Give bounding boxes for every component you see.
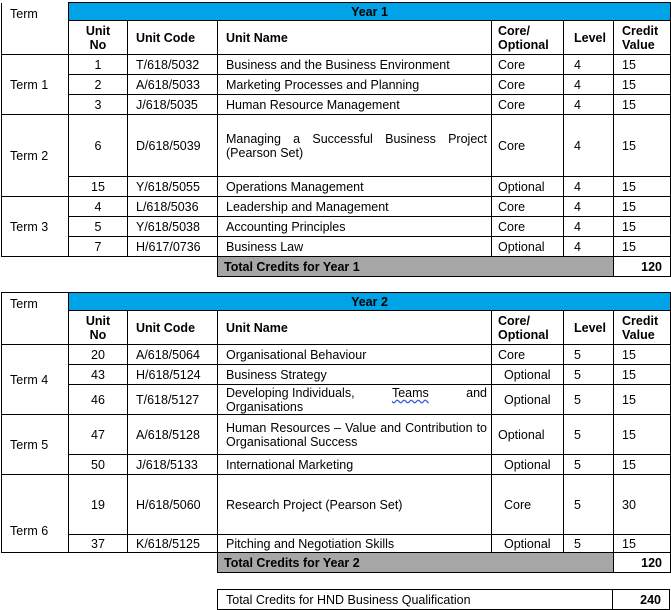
unit-code: D/618/5039 [128,115,218,177]
unit-name: Managing a Successful Business Project (Pearson Set) [218,115,492,177]
unit-type: Optional [492,385,564,415]
unit-type: Optional [492,237,564,257]
table-row [2,197,671,217]
unit-no: 46 [69,385,128,415]
grand-total-value: 240 [613,590,670,610]
level-header: Level [564,311,614,345]
unit-code: A/618/5128 [128,415,218,455]
unit-credit: 15 [614,535,671,553]
level-header: Level [564,21,614,55]
unit-level: 4 [564,115,614,177]
unit-credit: 15 [614,237,671,257]
unit-name: Pitching and Negotiation Skills [218,535,492,553]
table-row [2,455,671,475]
table-row [2,475,671,535]
unit-credit: 15 [614,197,671,217]
unit-level: 4 [564,237,614,257]
table-row [2,415,671,455]
unit-type: Core [492,475,564,535]
unit-credit: 15 [614,217,671,237]
unit-type: Optional [492,365,564,385]
unit-type: Core [492,55,564,75]
credit-value-header: Credit Value [614,311,671,345]
unit-name: Marketing Processes and Planning [218,75,492,95]
core-optional-header: Core/ Optional [492,21,564,55]
unit-no: 50 [69,455,128,475]
year-1-total-label: Total Credits for Year 1 [218,257,614,277]
credit-value-header: Credit Value [614,21,671,55]
unit-no: 1 [69,55,128,75]
table-row [2,55,671,75]
unit-level: 5 [564,345,614,365]
table-row [2,217,671,237]
unit-code: T/618/5127 [128,385,218,415]
table-row [2,115,671,177]
unit-no: 19 [69,475,128,535]
unit-no: 47 [69,415,128,455]
core-optional-header: Core/ Optional [492,311,564,345]
unit-level: 4 [564,75,614,95]
year-1-total-value: 120 [614,257,671,277]
unit-name: Business Strategy [218,365,492,385]
unit-type: Core [492,197,564,217]
unit-code: A/618/5064 [128,345,218,365]
term-3-label: Term 3 [2,197,69,257]
unit-code: A/618/5033 [128,75,218,95]
unit-credit: 15 [614,455,671,475]
unit-no-header: Unit No [69,21,128,55]
unit-name: Business and the Business Environment [218,55,492,75]
unit-code-header: Unit Code [128,21,218,55]
unit-level: 4 [564,95,614,115]
unit-credit: 30 [614,475,671,535]
year-2-table [1,292,671,573]
unit-no: 20 [69,345,128,365]
unit-credit: 15 [614,95,671,115]
unit-name-header: Unit Name [218,21,492,55]
unit-code: Y/618/5038 [128,217,218,237]
unit-code: L/618/5036 [128,197,218,217]
unit-credit: 15 [614,365,671,385]
term-1-label: Term 1 [2,55,69,115]
unit-no: 3 [69,95,128,115]
unit-type: Core [492,217,564,237]
unit-code: T/618/5032 [128,55,218,75]
unit-level: 5 [564,365,614,385]
table-row [2,75,671,95]
grand-total-label: Total Credits for HND Business Qualification [218,590,613,610]
unit-code: Y/618/5055 [128,177,218,197]
unit-type: Optional [492,415,564,455]
unit-name: Operations Management [218,177,492,197]
unit-level: 5 [564,415,614,455]
unit-type: Optional [492,177,564,197]
table-row [2,345,671,365]
unit-level: 5 [564,535,614,553]
unit-level: 4 [564,217,614,237]
unit-no: 43 [69,365,128,385]
unit-code: J/618/5133 [128,455,218,475]
unit-level: 4 [564,197,614,217]
unit-no-header: Unit No [69,311,128,345]
table-row [2,365,671,385]
term-6-label: Term 6 [2,475,69,553]
unit-no: 6 [69,115,128,177]
grand-total-table [217,589,670,610]
unit-no: 5 [69,217,128,237]
year-2-total-label: Total Credits for Year 2 [218,553,614,573]
unit-code: H/618/5060 [128,475,218,535]
unit-type: Core [492,115,564,177]
unit-type: Core [492,95,564,115]
unit-name: Accounting Principles [218,217,492,237]
unit-no: 2 [69,75,128,95]
unit-credit: 15 [614,345,671,365]
unit-name: International Marketing [218,455,492,475]
table-row [2,535,671,553]
year-1-table [1,2,671,277]
unit-no: 4 [69,197,128,217]
unit-no: 15 [69,177,128,197]
unit-name: Organisational Behaviour [218,345,492,365]
table-row [2,95,671,115]
table-row [2,177,671,197]
unit-credit: 15 [614,75,671,95]
unit-level: 4 [564,55,614,75]
unit-level: 5 [564,475,614,535]
table-row [2,385,671,415]
unit-credit: 15 [614,415,671,455]
unit-no: 37 [69,535,128,553]
term-2-label: Term 2 [2,115,69,197]
unit-code: J/618/5035 [128,95,218,115]
unit-name: Human Resources – Value and Contribution to Organisational Success [218,415,492,455]
unit-code: H/617/0736 [128,237,218,257]
unit-type: Core [492,75,564,95]
unit-name: Business Law [218,237,492,257]
table-row [2,237,671,257]
unit-type: Core [492,345,564,365]
unit-code: H/618/5124 [128,365,218,385]
term-header: Term [2,3,69,55]
unit-code: K/618/5125 [128,535,218,553]
unit-level: 5 [564,385,614,415]
term-4-label: Term 4 [2,345,69,415]
year-1-title: Year 1 [69,3,671,21]
unit-code-header: Unit Code [128,311,218,345]
unit-type: Optional [492,455,564,475]
unit-no: 7 [69,237,128,257]
year-2-total-value: 120 [614,553,671,573]
unit-name: Leadership and Management [218,197,492,217]
unit-credit: 15 [614,115,671,177]
unit-level: 4 [564,177,614,197]
unit-credit: 15 [614,55,671,75]
unit-name: Developing Individuals, Teams and Organisations [218,385,492,415]
term-5-label: Term 5 [2,415,69,475]
term-header: Term [2,293,69,345]
unit-level: 5 [564,455,614,475]
unit-credit: 15 [614,177,671,197]
unit-name-header: Unit Name [218,311,492,345]
year-2-title: Year 2 [69,293,671,311]
unit-credit: 15 [614,385,671,415]
unit-name: Research Project (Pearson Set) [218,475,492,535]
unit-type: Optional [492,535,564,553]
unit-name: Human Resource Management [218,95,492,115]
